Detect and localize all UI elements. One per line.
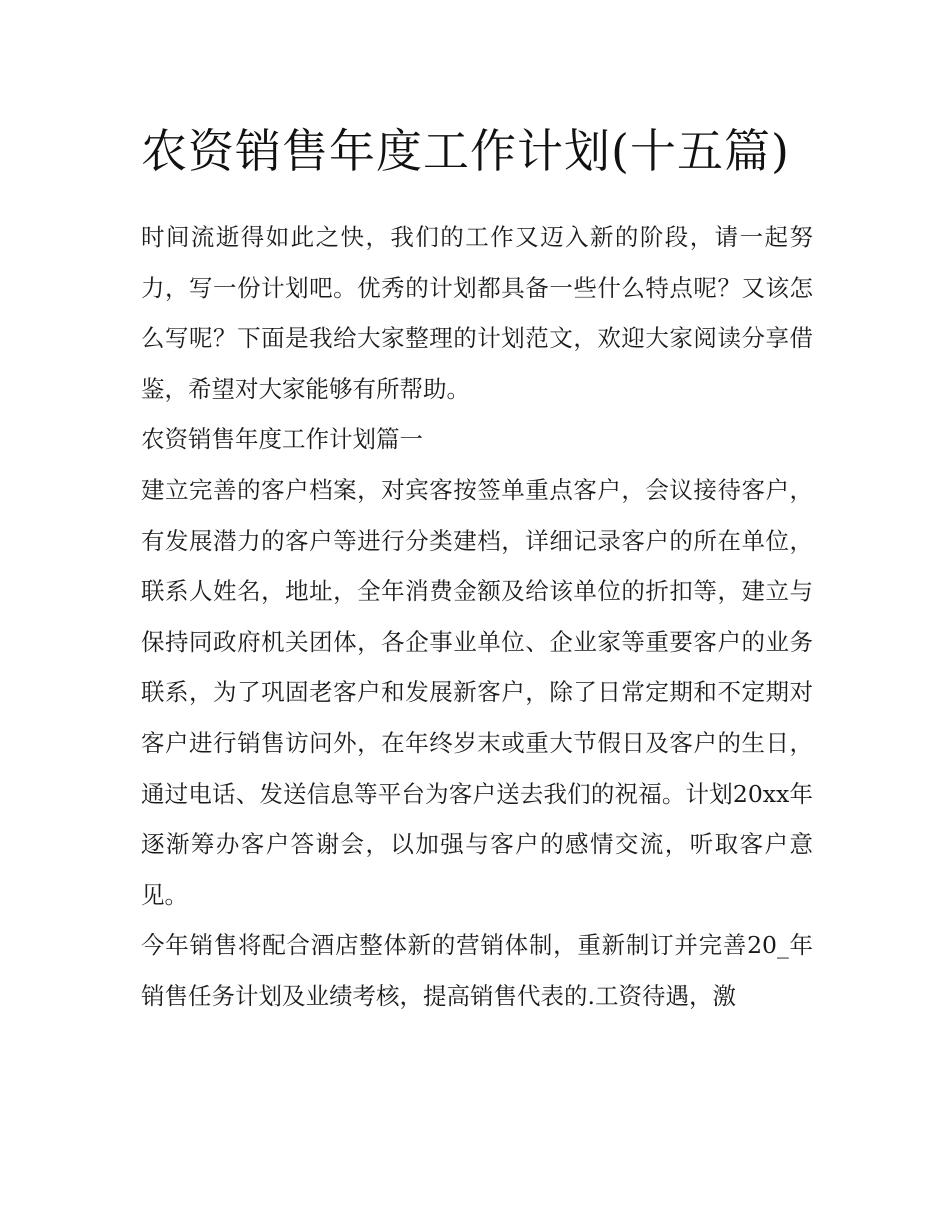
body-paragraph: 今年销售将配合酒店整体新的营销体制，重新制订并完善20_年销售任务计划及业绩考核，提高销售代表的.工资待遇，激 [141, 931, 813, 1010]
document-body [141, 112, 813, 1022]
document-title: 农资销售年度工作计划(十五篇) [141, 124, 790, 178]
intro-paragraph: 时间流逝得如此之快，我们的工作又迈入新的阶段，请一起努力，写一份计划吧。优秀的计划都具备一些什么特点呢？又该怎么写呢？下面是我给大家整理的计划范文，欢迎大家阅读分享借鉴，希望对大家能够有所帮助。 [141, 223, 813, 403]
body-paragraph: 建立完善的客户档案，对宾客按签单重点客户，会议接待客户，有发展潜力的客户等进行分类建档，详细记录客户的所在单位，联系人姓名，地址，全年消费金额及给该单位的折扣等，建立与保持同政府机关团体，各企事业单位、企业家等重要客户的业务联系，为了巩固老客户和发展新客户，除了日常定期和不定期对客户进行销售访问外，在年终岁末或重大节假日及客户的生日，通过电话、发送信息等平台为客户送去我们的祝福。计划20xx年逐渐筹办客户答谢会，以加强与客户的感情交流，听取客户意见。 [141, 475, 813, 909]
section-heading: 农资销售年度工作计划篇一 [141, 425, 423, 454]
